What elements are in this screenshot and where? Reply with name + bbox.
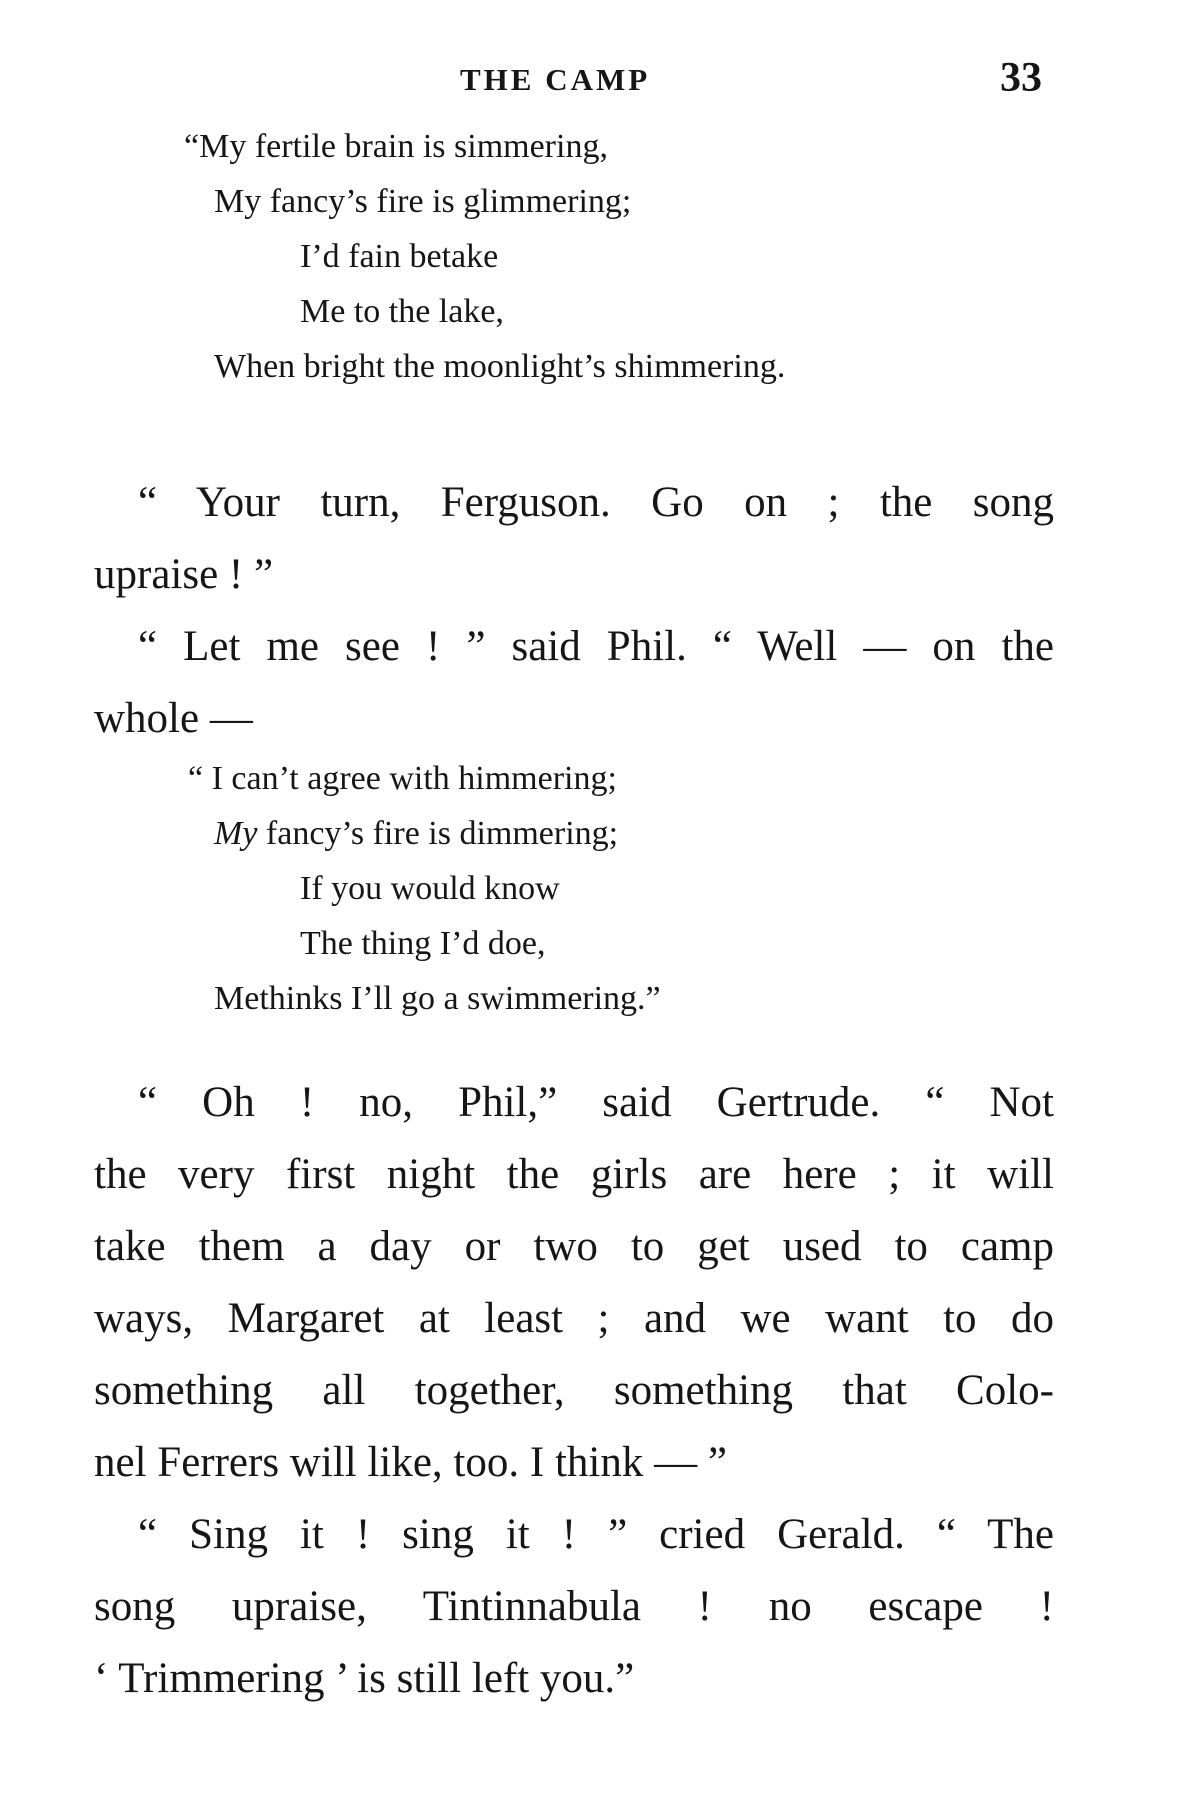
prose-line: take them a day or two to get used to camp (94, 1223, 1054, 1270)
prose-line: something all together, something that Colo- (94, 1367, 1054, 1414)
verse-line: If you would know (300, 870, 560, 907)
verse-line-rest: fancy’s fire is dimmering; (257, 815, 619, 852)
verse-line: The thing I’d doe, (300, 925, 546, 962)
running-title: THE CAMP (460, 62, 651, 97)
prose-line: ‘ Trimmering ’ is still left you.” (94, 1655, 635, 1702)
prose-line: “ Let me see ! ” said Phil. “ Well — on the (138, 623, 1054, 670)
prose-line: “ Sing it ! sing it ! ” cried Gerald. “ The (138, 1511, 1054, 1558)
prose-line: “ Oh ! no, Phil,” said Gertrude. “ Not (138, 1079, 1054, 1126)
verse-line: Methinks I’ll go a swimmering.” (214, 980, 661, 1017)
verse-line: My fancy’s fire is glimmering; (214, 183, 632, 220)
prose-line: “ Your turn, Ferguson. Go on ; the song (138, 479, 1054, 526)
verse-line: “ I can’t agree with himmering; (188, 760, 617, 797)
verse-line: When bright the moonlight’s shimmering. (214, 348, 786, 385)
verse-line: “My fertile brain is simmering, (184, 128, 608, 165)
prose-line: nel Ferrers will like, too. I think — ” (94, 1439, 727, 1486)
page-number: 33 (1000, 55, 1042, 101)
prose-line: song upraise, Tintinnabula ! no escape ! (94, 1583, 1054, 1630)
italic-word: My (214, 815, 258, 852)
running-head (0, 54, 1194, 104)
prose-line: the very first night the girls are here ; it will (94, 1151, 1054, 1198)
verse-line: Me to the lake, (300, 293, 504, 330)
prose-line: whole — (94, 695, 253, 742)
prose-line: upraise ! ” (94, 551, 274, 598)
verse-line: I’d fain betake (300, 238, 499, 275)
prose-line: ways, Margaret at least ; and we want to do (94, 1295, 1054, 1342)
verse-line (214, 815, 618, 853)
